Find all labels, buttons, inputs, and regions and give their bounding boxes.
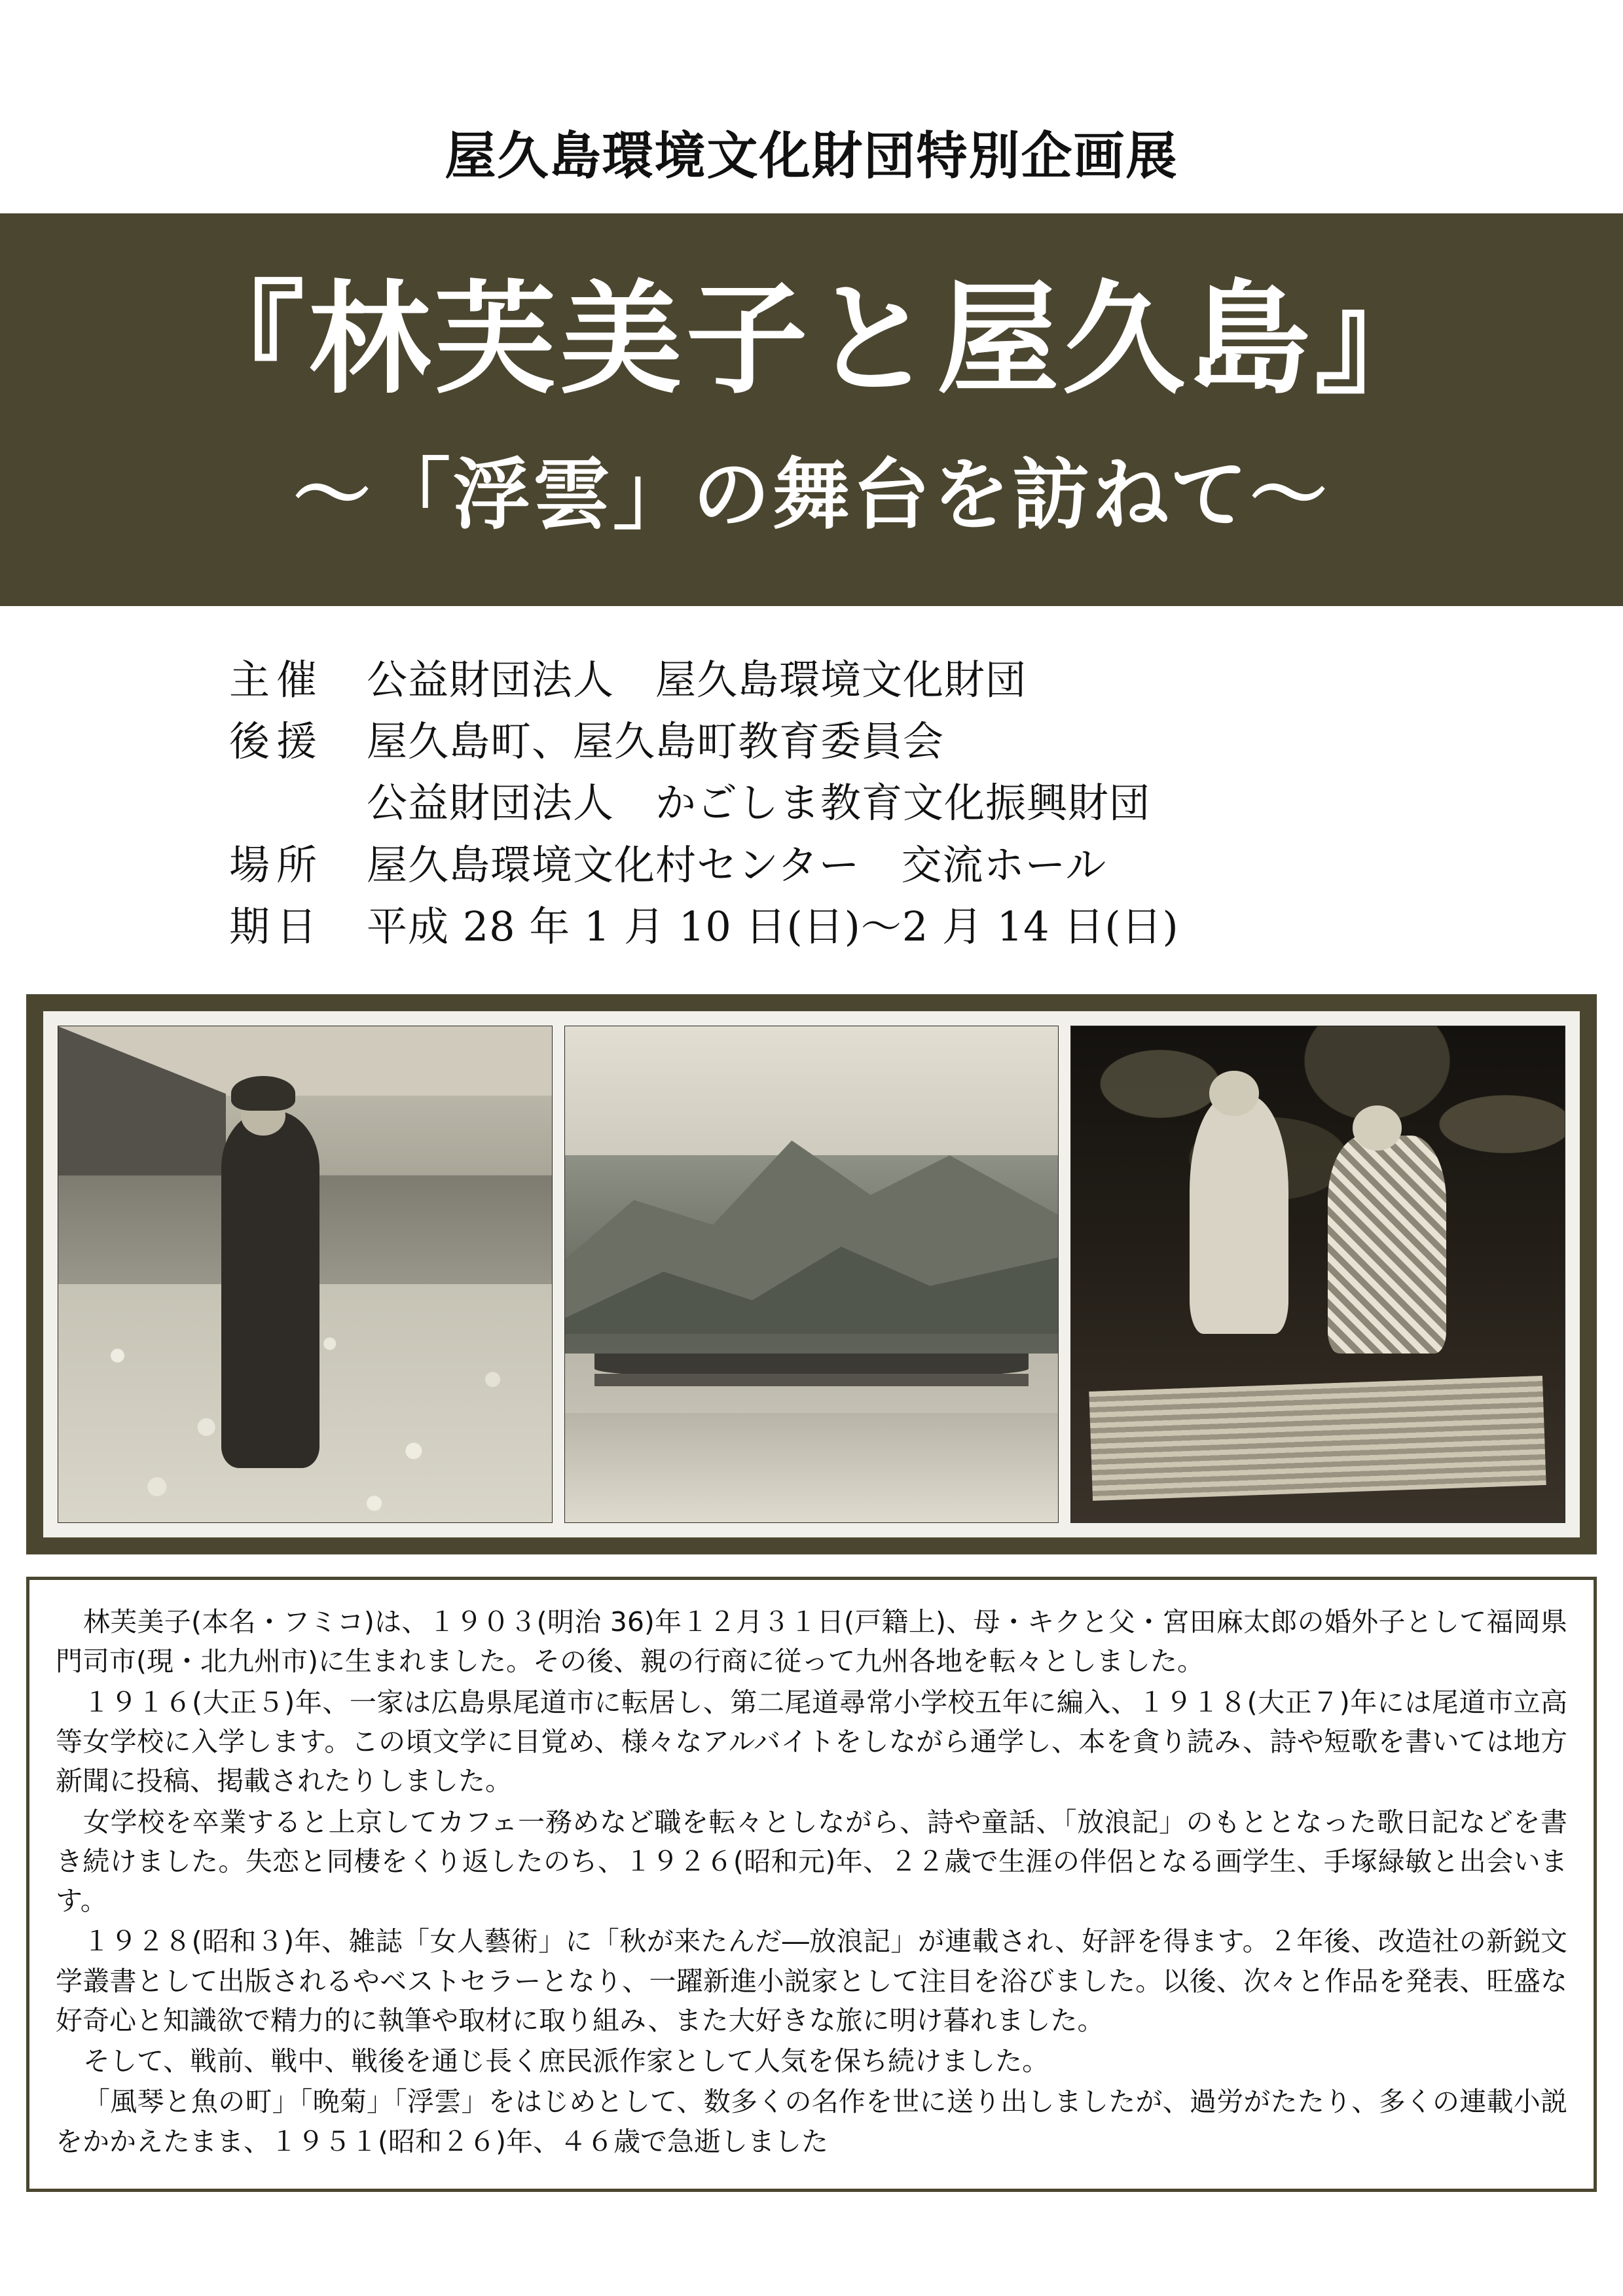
beach-woman-body [221, 1111, 320, 1468]
biography-paragraph: 林芙美子(本名・フミコ)は、１９０３(明治 36)年１２月３１日(戸籍上)、母・キクと父・宮田麻太郎の婚外子として福岡県門司市(現・北九州市)に生まれました。その後、親の行商に従って九州各地を転々としました。 [56, 1606, 1567, 1677]
photo-strip-inner [43, 1011, 1580, 1537]
info-row-venue [229, 834, 1623, 896]
beach-headland [58, 1026, 226, 1195]
raft-woman-body [1328, 1136, 1446, 1354]
biography-paragraph: １９２８(昭和３)年、雑誌「女人藝術」に「秋が来たんだ―放浪記」が連載され、好評を得ます。２年後、改造社の新鋭文学叢書として出版されるやベストセラーとなり、一躍新進小説家として注目を浴びました。以後、次々と作品を発表、旺盛な好奇心と知識欲で精力的に執筆や取材に取り組み、また大好きな旅に明け暮れました。 [56, 1926, 1567, 2036]
info-row-support-2 [229, 772, 1623, 834]
village-shore [565, 1413, 1059, 1522]
event-info [0, 649, 1623, 958]
info-value: 公益財団法人 屋久島環境文化財団 [367, 656, 1027, 704]
info-label [229, 772, 367, 834]
title-band [0, 213, 1623, 606]
biography-paragraph: そして、戦前、戦中、戦後を通じ長く庶民派作家として人気を保ち続けました。 [83, 2045, 1049, 2077]
info-label: 主催 [229, 656, 324, 704]
info-label: 後援 [229, 717, 324, 766]
biography-paragraph: １９１６(大正５)年、一家は広島県尾道市に転居し、第二尾道尋常小学校五年に編入、１９１８(大正７)年には尾道市立高等女学校に入学します。この頃文学に目覚め、様々なアルバイトをしながら通学し、本を貪り読み、詩や短歌を書いては地方新聞に投稿、掲載されたりしました。 [56, 1686, 1567, 1797]
biography-paragraph: 「風琴と魚の町」「晩菊」「浮雲」をはじめとして、数多くの名作を世に送り出しましたが、過労がたたり、多くの連載小説をかかえたまま、１９５１(昭和２６)年、４６歳で急逝しました [56, 2086, 1567, 2157]
photo-woman-on-beach [58, 1026, 553, 1523]
village-bridge-deck [594, 1374, 1029, 1386]
info-row-date [229, 896, 1623, 958]
raft-planks [1089, 1376, 1547, 1501]
raft-woman-head [1353, 1105, 1402, 1150]
photo-strip [26, 994, 1597, 1554]
biography-text-box [26, 1577, 1597, 2192]
photo-couple-on-raft [1070, 1026, 1565, 1523]
sub-title: 〜「浮雲」の舞台を訪ねて〜 [293, 449, 1330, 540]
beach-woman-hair [231, 1076, 295, 1111]
info-row-organizer [229, 649, 1623, 711]
raft-foliage [1071, 1026, 1565, 1314]
pre-title: 屋久島環境文化財団特別企画展 [445, 127, 1178, 186]
main-title: 『林芙美子と屋久島』 [183, 268, 1440, 411]
info-value: 屋久島町、屋久島町教育委員会 [367, 717, 945, 766]
info-label: 期日 [229, 902, 324, 950]
info-row-support [229, 711, 1623, 772]
raft-man-head [1209, 1071, 1258, 1115]
photo-village-bridge-mountain [564, 1026, 1059, 1523]
info-value: 屋久島環境文化村センター 交流ホール [367, 840, 1107, 889]
info-label: 場所 [229, 840, 324, 889]
info-value: 平成 28 年 1 月 10 日(日)〜2 月 14 日(日) [367, 902, 1179, 950]
info-value: 公益財団法人 かごしま教育文化振興財団 [367, 779, 1151, 827]
biography-paragraph: 女学校を卒業すると上京してカフェ一務めなど職を転々としながら、詩や童話、「放浪記」のもととなった歌日記などを書き続けました。失恋と同棲をくり返したのち、１９２６(昭和元)年、２２歳で生涯の伴侶となる画学生、手塚緑敏と出会います。 [56, 1806, 1567, 1917]
raft-man-body [1190, 1096, 1288, 1334]
